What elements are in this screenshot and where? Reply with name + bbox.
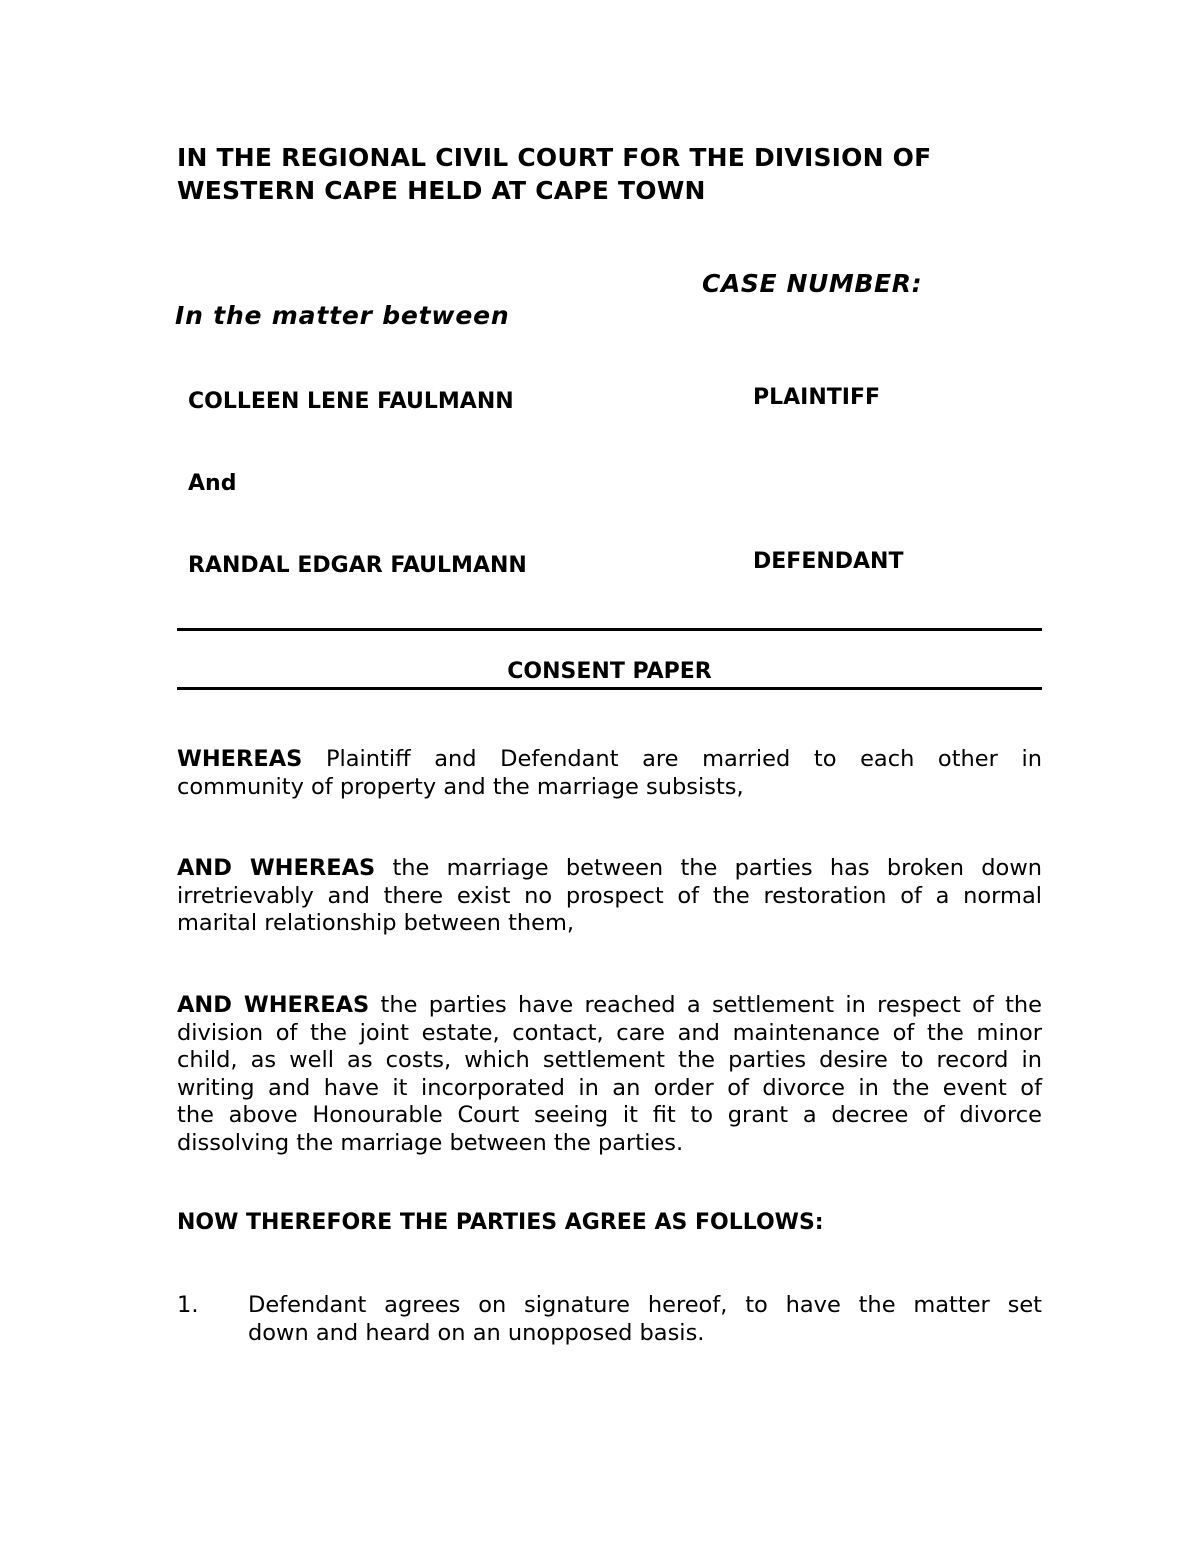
recital-2	[177, 855, 1042, 938]
recital-2-line-3: marital relationship between them,	[177, 910, 575, 936]
case-number-label: CASE NUMBER:	[702, 269, 923, 298]
clause-1-number: 1.	[177, 1292, 199, 1318]
recital-2-line-1: AND WHEREAS the marriage between the parties has broken down	[177, 855, 1042, 881]
recital-3-line-5: the above Honourable Court seeing it fit to grant a decree of divorce	[177, 1102, 1042, 1128]
court-title-line-2: WESTERN CAPE HELD AT CAPE TOWN	[177, 176, 706, 205]
clause-1-line-1: Defendant agrees on signature hereof, to have the matter set	[248, 1292, 1042, 1318]
document-title: CONSENT PAPER	[507, 659, 712, 684]
clause-1-line-2: down and heard on an unopposed basis.	[248, 1319, 705, 1346]
plaintiff-role: PLAINTIFF	[753, 385, 881, 410]
recital-1	[177, 746, 1042, 801]
recital-3-line-1: AND WHEREAS the parties have reached a settlement in respect of the	[177, 992, 1042, 1018]
agreement-heading: NOW THEREFORE THE PARTIES AGREE AS FOLLOWS:	[177, 1210, 824, 1235]
court-title-line-1: IN THE REGIONAL CIVIL COURT FOR THE DIVISION OF	[177, 143, 932, 172]
defendant-name: RANDAL EDGAR FAULMANN	[188, 553, 527, 578]
recital-3-line-4: writing and have it incorporated in an order of divorce in the event of	[177, 1074, 1042, 1101]
recital-3-line-2: division of the joint estate, contact, care and maintenance of the minor	[177, 1019, 1042, 1046]
party-connector: And	[188, 471, 237, 496]
defendant-role: DEFENDANT	[753, 549, 904, 574]
plaintiff-name: COLLEEN LENE FAULMANN	[188, 389, 514, 414]
court-title	[177, 141, 1057, 207]
clause-1-text	[248, 1292, 1042, 1347]
recital-3-line-3: child, as well as costs, which settlement the parties desire to record in	[177, 1047, 1042, 1073]
recital-3	[177, 992, 1042, 1157]
bottom-divider	[177, 687, 1042, 690]
recital-1-line-1: WHEREAS Plaintiff and Defendant are married to each other in	[177, 746, 1042, 772]
recital-2-lead: AND WHEREAS	[177, 855, 376, 881]
recital-2-line-2: irretrievably and there exist no prospect of the restoration of a normal	[177, 882, 1042, 909]
recital-3-line-6: dissolving the marriage between the parties.	[177, 1129, 684, 1156]
matter-between-label: In the matter between	[175, 301, 510, 330]
recital-1-lead: WHEREAS	[177, 746, 303, 772]
recital-1-line-2: community of property and the marriage subsists,	[177, 773, 744, 800]
recital-3-lead: AND WHEREAS	[177, 992, 370, 1018]
top-divider	[177, 628, 1042, 631]
